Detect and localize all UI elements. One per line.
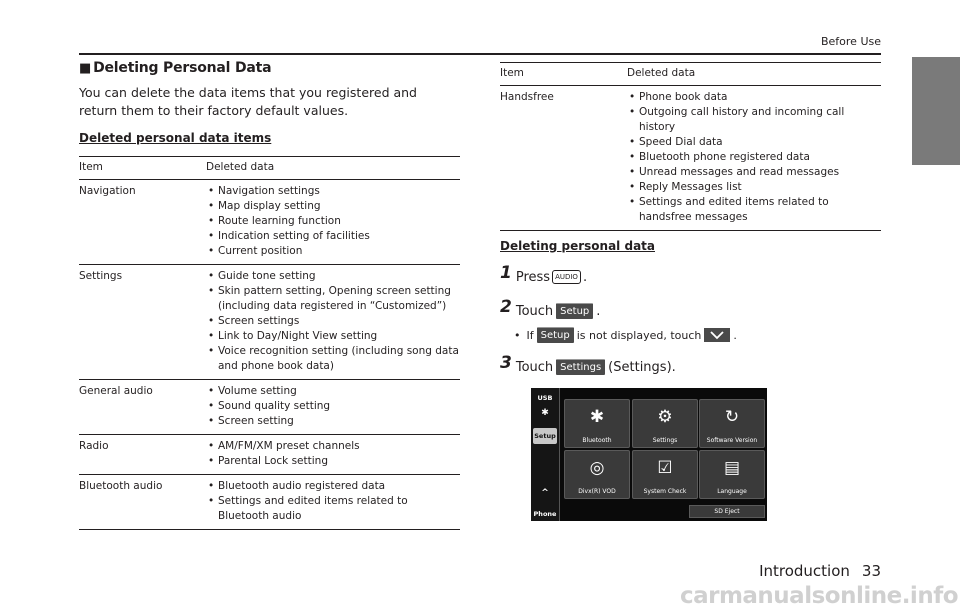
settings-button-icon: Settings xyxy=(556,359,605,375)
list-item: • Volume setting xyxy=(206,384,460,399)
wrench-icon: ⚙ xyxy=(657,407,673,427)
step-text: Touch xyxy=(515,359,554,375)
step-number: 1 xyxy=(500,263,512,283)
table-row xyxy=(500,86,881,231)
deleting-data-subheading: Deleting personal data xyxy=(500,239,655,253)
row-item: Settings xyxy=(79,265,206,380)
list-item: • Map display setting xyxy=(206,199,460,214)
sd-eject-button: SD Eject xyxy=(689,505,765,518)
setup-screen-screenshot xyxy=(531,388,767,521)
bullet: • xyxy=(514,328,521,342)
row-item: General audio xyxy=(79,380,206,435)
list-item: • Link to Day/Night View setting xyxy=(206,329,460,344)
disc-icon: ◎ xyxy=(589,458,605,478)
row-item: Navigation xyxy=(79,180,206,265)
list-item: • Speed Dial data xyxy=(627,135,881,150)
tile-system-check xyxy=(632,450,698,499)
step-text: Press xyxy=(515,269,551,285)
list-item: • Sound quality setting xyxy=(206,399,460,414)
tile-label: Software Version xyxy=(706,437,758,444)
sidebar-item-setup: Setup xyxy=(533,428,557,444)
list-item: • AM/FM/XM preset channels xyxy=(206,439,460,454)
list-item: • Settings and edited items related to Bluetooth audio xyxy=(206,494,460,524)
section-title xyxy=(79,60,460,76)
row-data xyxy=(627,86,881,231)
watermark: carmanualsonline.info xyxy=(679,583,958,609)
step-text: (Settings). xyxy=(608,359,676,375)
step-1 xyxy=(500,263,881,287)
table-header-row xyxy=(79,157,460,180)
list-item: • Navigation settings xyxy=(206,184,460,199)
list-item: • Skin pattern setting, Opening screen setting (including data registered in “Customized”) xyxy=(206,284,460,314)
tile-label: System Check xyxy=(643,488,687,495)
left-column xyxy=(79,60,460,530)
list-item: • Outgoing call history and incoming call history xyxy=(627,105,881,135)
setup-button-icon: Setup xyxy=(556,303,593,319)
screenshot-sidebar xyxy=(531,388,560,521)
row-data xyxy=(206,180,460,265)
row-data xyxy=(206,265,460,380)
chevron-down-icon xyxy=(704,328,730,342)
list-item: • Current position xyxy=(206,244,460,259)
step-text: . xyxy=(596,303,601,319)
note-text: If xyxy=(526,328,534,342)
list-item: • Guide tone setting xyxy=(206,269,460,284)
checklist-icon: ☑ xyxy=(657,458,673,478)
row-data xyxy=(206,435,460,475)
list-item: • Indication setting of facilities xyxy=(206,229,460,244)
row-item: Bluetooth audio xyxy=(79,475,206,530)
list-item: • Screen setting xyxy=(206,414,460,429)
step-3 xyxy=(500,353,881,377)
header-rule xyxy=(79,53,881,55)
header-section-label: Before Use xyxy=(820,35,881,48)
sidebar-item-usb: USB xyxy=(537,394,553,402)
right-column xyxy=(500,62,881,521)
refresh-icon: ↻ xyxy=(724,407,740,427)
list-item: • Voice recognition setting (including song data and phone book data) xyxy=(206,344,460,374)
list-item: • Phone book data xyxy=(627,90,881,105)
tile-software-version xyxy=(699,399,765,448)
deleted-data-table-left xyxy=(79,156,460,530)
step-2 xyxy=(500,297,881,321)
row-data xyxy=(206,380,460,435)
list-item: • Bluetooth phone registered data xyxy=(627,150,881,165)
header-item: Item xyxy=(79,157,206,180)
row-item: Handsfree xyxy=(500,86,627,231)
list-item: • Reply Messages list xyxy=(627,180,881,195)
row-item: Radio xyxy=(79,435,206,475)
audio-key-icon: AUDIO xyxy=(552,270,581,284)
tile-bluetooth xyxy=(564,399,630,448)
page-footer xyxy=(759,562,881,580)
tile-language xyxy=(699,450,765,499)
page-number: 33 xyxy=(861,562,881,580)
step-number: 2 xyxy=(500,297,512,317)
tile-settings xyxy=(632,399,698,448)
table-row xyxy=(79,180,460,265)
tile-label: Bluetooth xyxy=(582,437,612,444)
footer-section: Introduction xyxy=(759,562,850,580)
tile-label: Divx(R) VOD xyxy=(578,488,616,495)
list-item: • Settings and edited items related to handsfree messages xyxy=(627,195,881,225)
row-data xyxy=(206,475,460,530)
table-row xyxy=(79,435,460,475)
header-item: Item xyxy=(500,63,627,86)
step-text: Touch xyxy=(515,303,554,319)
step-number: 3 xyxy=(500,353,512,373)
list-item: • Parental Lock setting xyxy=(206,454,460,469)
bluetooth-icon: ✱ xyxy=(541,408,549,418)
note-text: is not displayed, touch xyxy=(576,328,702,342)
bluetooth-icon: ✱ xyxy=(589,407,605,427)
list-item: • Route learning function xyxy=(206,214,460,229)
square-bullet-icon: ■ xyxy=(79,61,92,76)
list-item: • Screen settings xyxy=(206,314,460,329)
table-row xyxy=(79,475,460,530)
section-title-text: Deleting Personal Data xyxy=(93,60,272,76)
sidebar-item-phone: Phone xyxy=(533,510,557,518)
chevron-up-icon: ^ xyxy=(541,488,549,498)
deleted-data-table-right xyxy=(500,62,881,231)
tile-label: Settings xyxy=(652,437,678,444)
table-header-row xyxy=(500,63,881,86)
tile-label: Language xyxy=(717,488,747,495)
note-text: . xyxy=(733,328,737,342)
chapter-side-tab xyxy=(912,57,960,165)
table-row xyxy=(79,380,460,435)
step-text: . xyxy=(582,269,588,285)
intro-paragraph: You can delete the data items that you registered and return them to their factory default values. xyxy=(79,85,417,118)
header-deleted-data: Deleted data xyxy=(206,157,460,180)
tile-divx-vod xyxy=(564,450,630,499)
deleted-items-subheading: Deleted personal data items xyxy=(79,131,272,145)
book-icon: ▤ xyxy=(723,458,741,478)
header-deleted-data: Deleted data xyxy=(627,63,881,86)
step-2-note xyxy=(514,327,881,343)
list-item: • Unread messages and read messages xyxy=(627,165,881,180)
table-row xyxy=(79,265,460,380)
setup-button-icon: Setup xyxy=(537,327,574,343)
list-item: • Bluetooth audio registered data xyxy=(206,479,460,494)
